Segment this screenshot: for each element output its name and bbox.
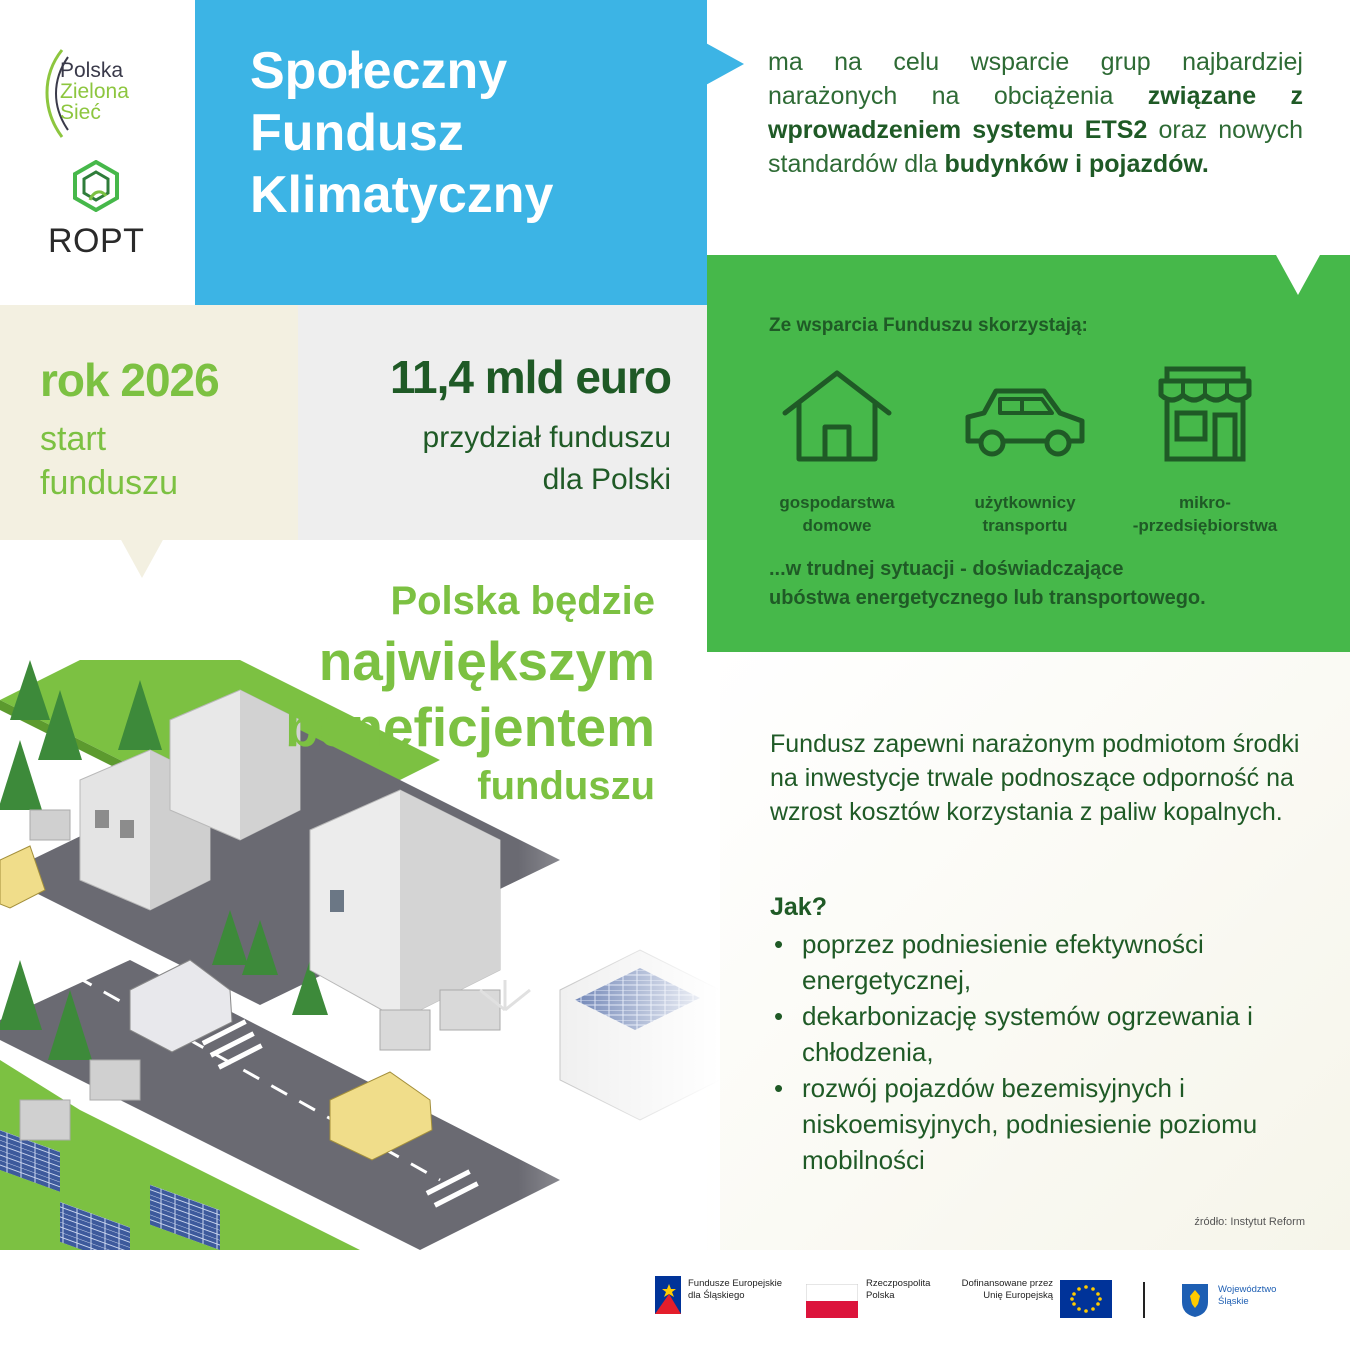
beneficiary-label-3b: -przedsiębiorstwa (1132, 516, 1278, 535)
amount-block (298, 305, 707, 540)
footer-ws-label (1218, 1284, 1276, 1308)
intro-text (768, 45, 1303, 181)
car-icon (960, 365, 1090, 465)
start-year: rok 2026 (40, 354, 219, 406)
beneficiary-label-2a: użytkownicy (974, 493, 1076, 512)
house-icon (777, 365, 897, 465)
footer-ws-line1: Województwo (1218, 1284, 1277, 1295)
beneficiary-label-1a: gospodarstwa (779, 493, 895, 512)
amount-line2: dla Polski (542, 463, 671, 496)
footer-rp-label (866, 1278, 930, 1302)
footer-fe-label (688, 1278, 782, 1302)
details-item: • dekarbonizację systemów ogrzewania i chłodzenia, (770, 998, 1325, 1070)
polska-zielona-siec-logo (40, 45, 190, 140)
support-footer-line2: ubóstwa energetycznego lub transportowego. (769, 587, 1206, 609)
beneficiary-households (757, 365, 917, 537)
intro-bold1: związane z wprowadzeniem systemu ETS2 (768, 82, 1303, 144)
source-note: źródło: Instytut Reform (1194, 1216, 1305, 1228)
footer-rp-line2: Polska (866, 1290, 895, 1301)
support-heading: Ze wsparcia Funduszu skorzystają: (769, 315, 1088, 336)
footer-divider (1143, 1282, 1145, 1318)
headline-line2: największym (318, 630, 655, 692)
eu-flag-icon (1060, 1280, 1112, 1318)
support-notch (1276, 255, 1320, 295)
footer-ue-line2: Unię Europejską (983, 1290, 1053, 1301)
shop-icon (1155, 365, 1255, 465)
footer-ws-line2: Śląskie (1218, 1296, 1249, 1307)
ropt-label: ROPT (48, 222, 145, 260)
footer-rp-line1: Rzeczpospolita (866, 1278, 931, 1289)
pzs-line3: Sieć (60, 101, 101, 124)
headline-line3: beneficjentem (285, 696, 655, 758)
details-description: Fundusz zapewni narażonym podmiotom środki na inwestycje trwale podnoszące odporność na wzrost kosztów korzystania z paliw kopalnych. (770, 730, 1300, 826)
start-line1: start (40, 420, 107, 458)
details-item: • poprzez podniesienie efektywności energetycznej, (770, 926, 1325, 998)
ropt-hexagon-icon (72, 160, 120, 212)
intro-part1: ma na celu wsparcie grup najbardziej narażonych na obciążenia (768, 48, 1303, 110)
support-block (707, 255, 1350, 652)
footer-ue-line1: Dofinansowane przez (961, 1278, 1053, 1289)
amount-desc (423, 417, 671, 501)
pzs-line2: Zielona (60, 80, 129, 103)
beneficiary-label-2b: transportu (982, 516, 1068, 535)
beneficiary-transport-users (945, 365, 1105, 537)
support-footer-line1: ...w trudnej sytuacji - doświadczające (769, 558, 1124, 580)
start-label (40, 417, 178, 505)
title-line3: Klimatyczny (250, 166, 554, 224)
start-pointer (120, 538, 164, 578)
footer-fe-line2: dla Śląskiego (688, 1290, 745, 1301)
polish-flag-icon (806, 1284, 858, 1318)
silesia-coat-of-arms-icon (1180, 1282, 1210, 1318)
title-block (195, 0, 707, 305)
intro-part2: oraz nowych standardów dla (768, 116, 1303, 178)
headline-line1: Polska będzie (390, 579, 655, 623)
headline (285, 575, 655, 813)
start-line2: funduszu (40, 464, 178, 502)
title-pointer-right (704, 42, 744, 86)
fundusze-europejskie-logo-icon (655, 1276, 681, 1314)
details-list (770, 926, 1325, 1178)
details-jak: Jak? (770, 893, 827, 921)
details-item: • rozwój pojazdów bezemisyjnych i niskoemisyjnych, podniesienie poziomu mobilności (770, 1070, 1325, 1178)
fund-amount: 11,4 mld euro (389, 351, 671, 403)
footer-fe-line1: Fundusze Europejskie (688, 1278, 782, 1289)
title-line1: Społeczny (250, 42, 508, 100)
pzs-line1: Polska (60, 59, 124, 82)
title-line2: Fundusz (250, 104, 464, 162)
beneficiary-microenterprises (1125, 365, 1285, 537)
beneficiary-label-1b: domowe (802, 516, 872, 535)
beneficiary-label-3a: mikro- (1179, 493, 1231, 512)
footer-ue-label (955, 1278, 1053, 1302)
support-footer (769, 555, 1206, 613)
start-year-block (0, 305, 298, 540)
headline-line4: funduszu (477, 764, 655, 808)
amount-line1: przydział funduszu (422, 421, 671, 454)
page-title (250, 40, 690, 226)
intro-bold2: budynków i pojazdów. (944, 150, 1209, 178)
